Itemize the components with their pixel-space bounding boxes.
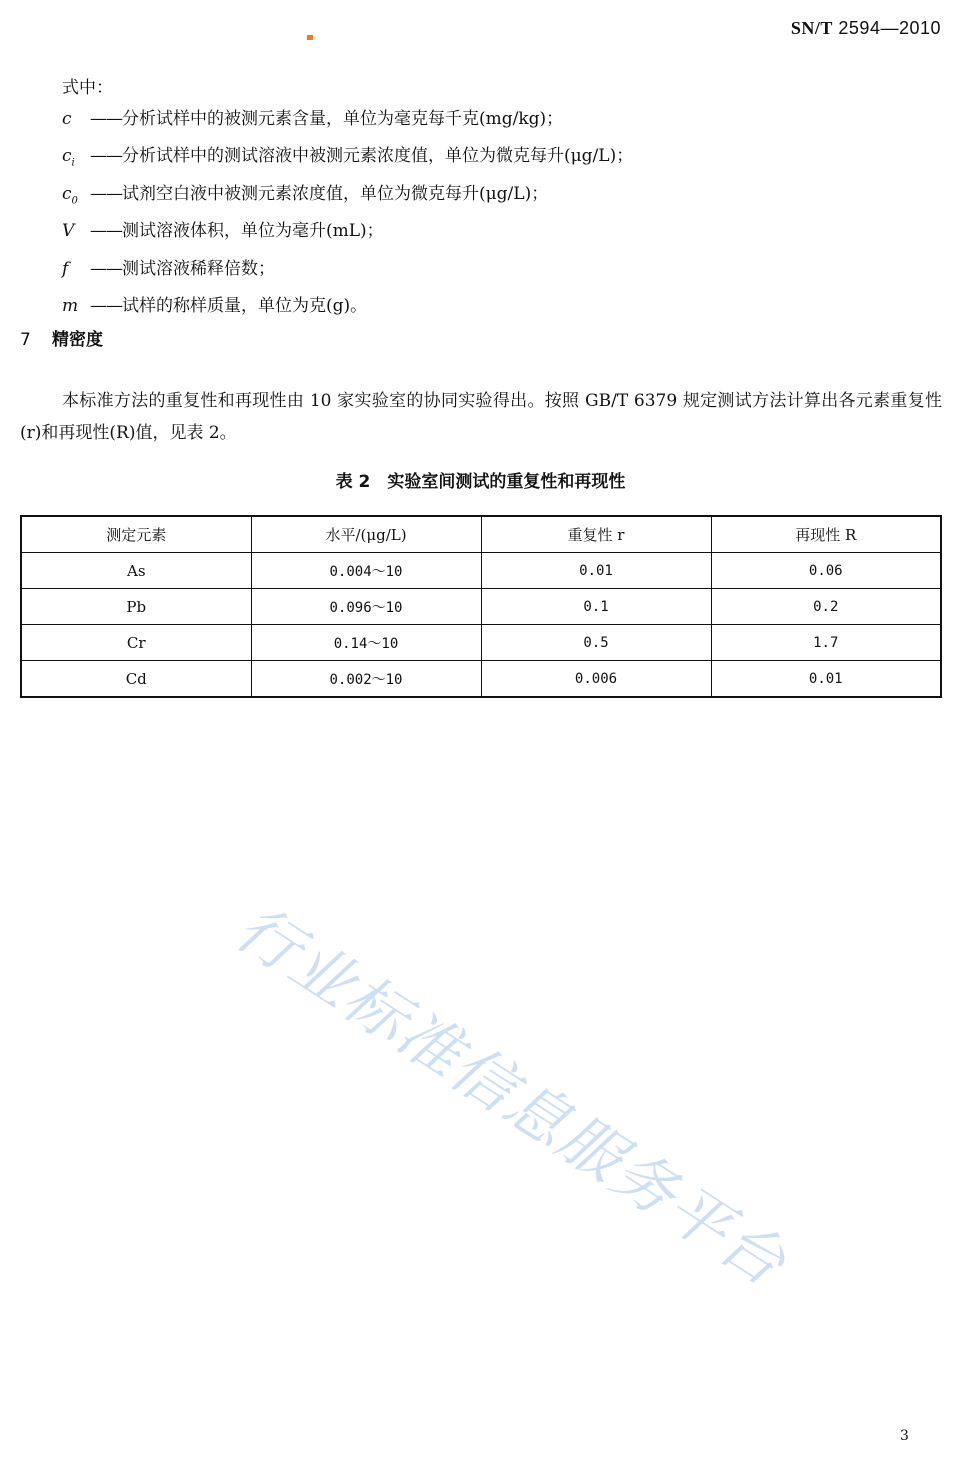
- symbol: c: [62, 109, 72, 129]
- table-row: [21, 589, 941, 625]
- section-title: 精密度: [52, 330, 103, 350]
- symbol: V: [62, 221, 75, 242]
- dash: ——: [90, 221, 122, 242]
- column-header: 再现性 R: [711, 516, 941, 553]
- orange-marker: [307, 35, 313, 40]
- dash: ——: [90, 109, 122, 129]
- section-heading: [20, 325, 103, 350]
- page-number: 3: [900, 1428, 909, 1444]
- table-caption: 表 2 实验室间测试的重复性和再现性: [335, 472, 626, 492]
- table-cell: 0.5: [481, 625, 711, 661]
- table-cell: As: [21, 553, 251, 589]
- standard-code: [791, 18, 941, 39]
- table-cell: 0.06: [711, 553, 941, 589]
- precision-table: [20, 515, 942, 698]
- table-cell: 0.2: [711, 589, 941, 625]
- definition-text: 测试溶液体积，单位为毫升(mL)；: [122, 221, 384, 242]
- dash: ——: [90, 295, 122, 316]
- table-cell: Pb: [21, 589, 251, 625]
- definition-text: 分析试样中的被测元素含量，单位为毫克每千克(mg/kg)；: [122, 109, 564, 129]
- symbol: $c_0$: [62, 183, 78, 207]
- table-row: [21, 661, 941, 698]
- standard-prefix: SN/T: [790, 18, 833, 38]
- table-row: [21, 625, 941, 661]
- definition-text: 试样的称样质量，单位为克(g)。: [122, 295, 368, 316]
- formula-definitions: [62, 73, 633, 328]
- table-cell: 0.096～10: [251, 589, 481, 625]
- definition-row: [62, 291, 633, 328]
- table-cell: 0.1: [481, 589, 711, 625]
- table-cell: 0.01: [481, 553, 711, 589]
- definition-row: [62, 104, 633, 141]
- definition-row: [62, 179, 633, 216]
- table-header-row: [21, 516, 941, 553]
- dash: ——: [90, 183, 122, 204]
- definition-row: [62, 254, 633, 291]
- table-cell: Cr: [21, 625, 251, 661]
- column-header: 水平/(μg/L): [251, 516, 481, 553]
- symbol: m: [62, 295, 79, 316]
- symbol: f: [62, 258, 69, 279]
- standard-number: 2594—2010: [838, 18, 941, 38]
- table-cell: 1.7: [711, 625, 941, 661]
- column-header: 重复性 r: [481, 516, 711, 553]
- table-cell: Cd: [21, 661, 251, 698]
- section-number: 7: [20, 330, 31, 350]
- table-cell: 0.002～10: [251, 661, 481, 698]
- definition-row: [62, 141, 633, 178]
- body-paragraph: 本标准方法的重复性和再现性由 10 家实验室的协同实验得出。按照 GB/T 6379 规定测试方法计算出各元素重复性(r)和再现性(R)值，见表 2。: [20, 391, 942, 443]
- symbol: $c_i$: [62, 146, 75, 169]
- table-cell: 0.01: [711, 661, 941, 698]
- dash: ——: [90, 258, 122, 279]
- table-cell: 0.14～10: [251, 625, 481, 661]
- definition-text: 测试溶液稀释倍数；: [122, 258, 275, 279]
- definition-text: 试剂空白液中被测元素浓度值，单位为微克每升(μg/L)；: [122, 183, 549, 204]
- table-row: [21, 553, 941, 589]
- table-cell: 0.006: [481, 661, 711, 698]
- column-header: 测定元素: [21, 516, 251, 553]
- watermark: 行业标准信息服务平台: [223, 890, 800, 1301]
- formula-intro: 式中：: [62, 78, 113, 98]
- definition-text: 分析试样中的测试溶液中被测元素浓度值，单位为微克每升(μg/L)；: [122, 146, 634, 167]
- definition-row: [62, 216, 633, 253]
- dash: ——: [90, 146, 122, 167]
- table-cell: 0.004～10: [251, 553, 481, 589]
